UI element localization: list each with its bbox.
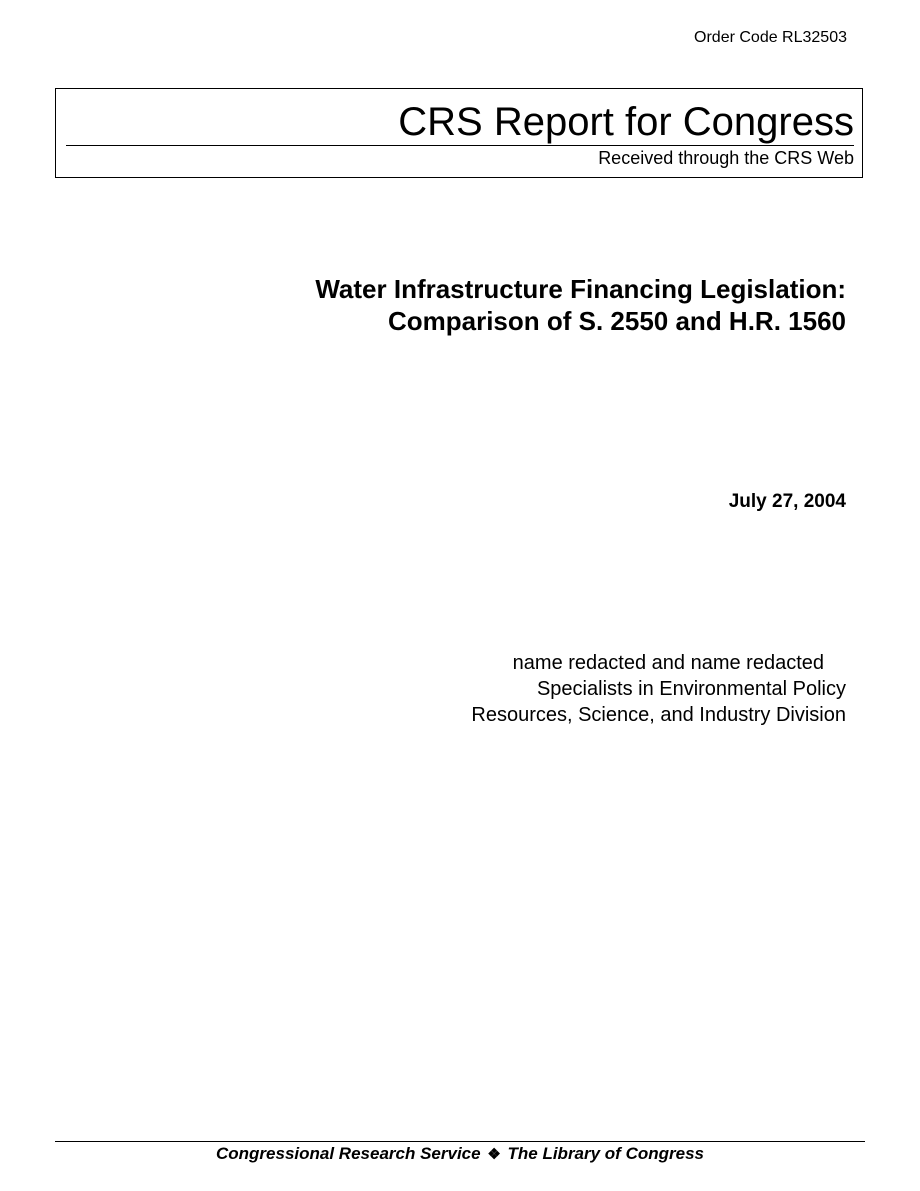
order-code: Order Code RL32503 [694,29,847,46]
footer [0,1143,920,1166]
report-date: July 27, 2004 [728,491,846,512]
footer-divider [55,1141,865,1142]
author-block [471,650,846,728]
footer-right-text: The Library of Congress [507,1144,704,1163]
masthead-box [55,88,863,178]
four-diamond-ornament-icon: ❖ [487,1146,501,1163]
author-role: Specialists in Environmental Policy [536,678,846,700]
masthead-subtitle: Received through the CRS Web [598,148,854,168]
author-names: name redacted and name redacted [512,652,824,674]
report-title-line-1: Water Infrastructure Financing Legislation: [315,274,846,304]
report-title [315,273,846,337]
footer-left-text: Congressional Research Service [216,1144,481,1163]
masthead-title: CRS Report for Congress [398,100,854,144]
report-title-line-2: Comparison of S. 2550 and H.R. 1560 [387,306,846,336]
masthead-divider [66,145,854,146]
author-division: Resources, Science, and Industry Division [471,704,846,726]
